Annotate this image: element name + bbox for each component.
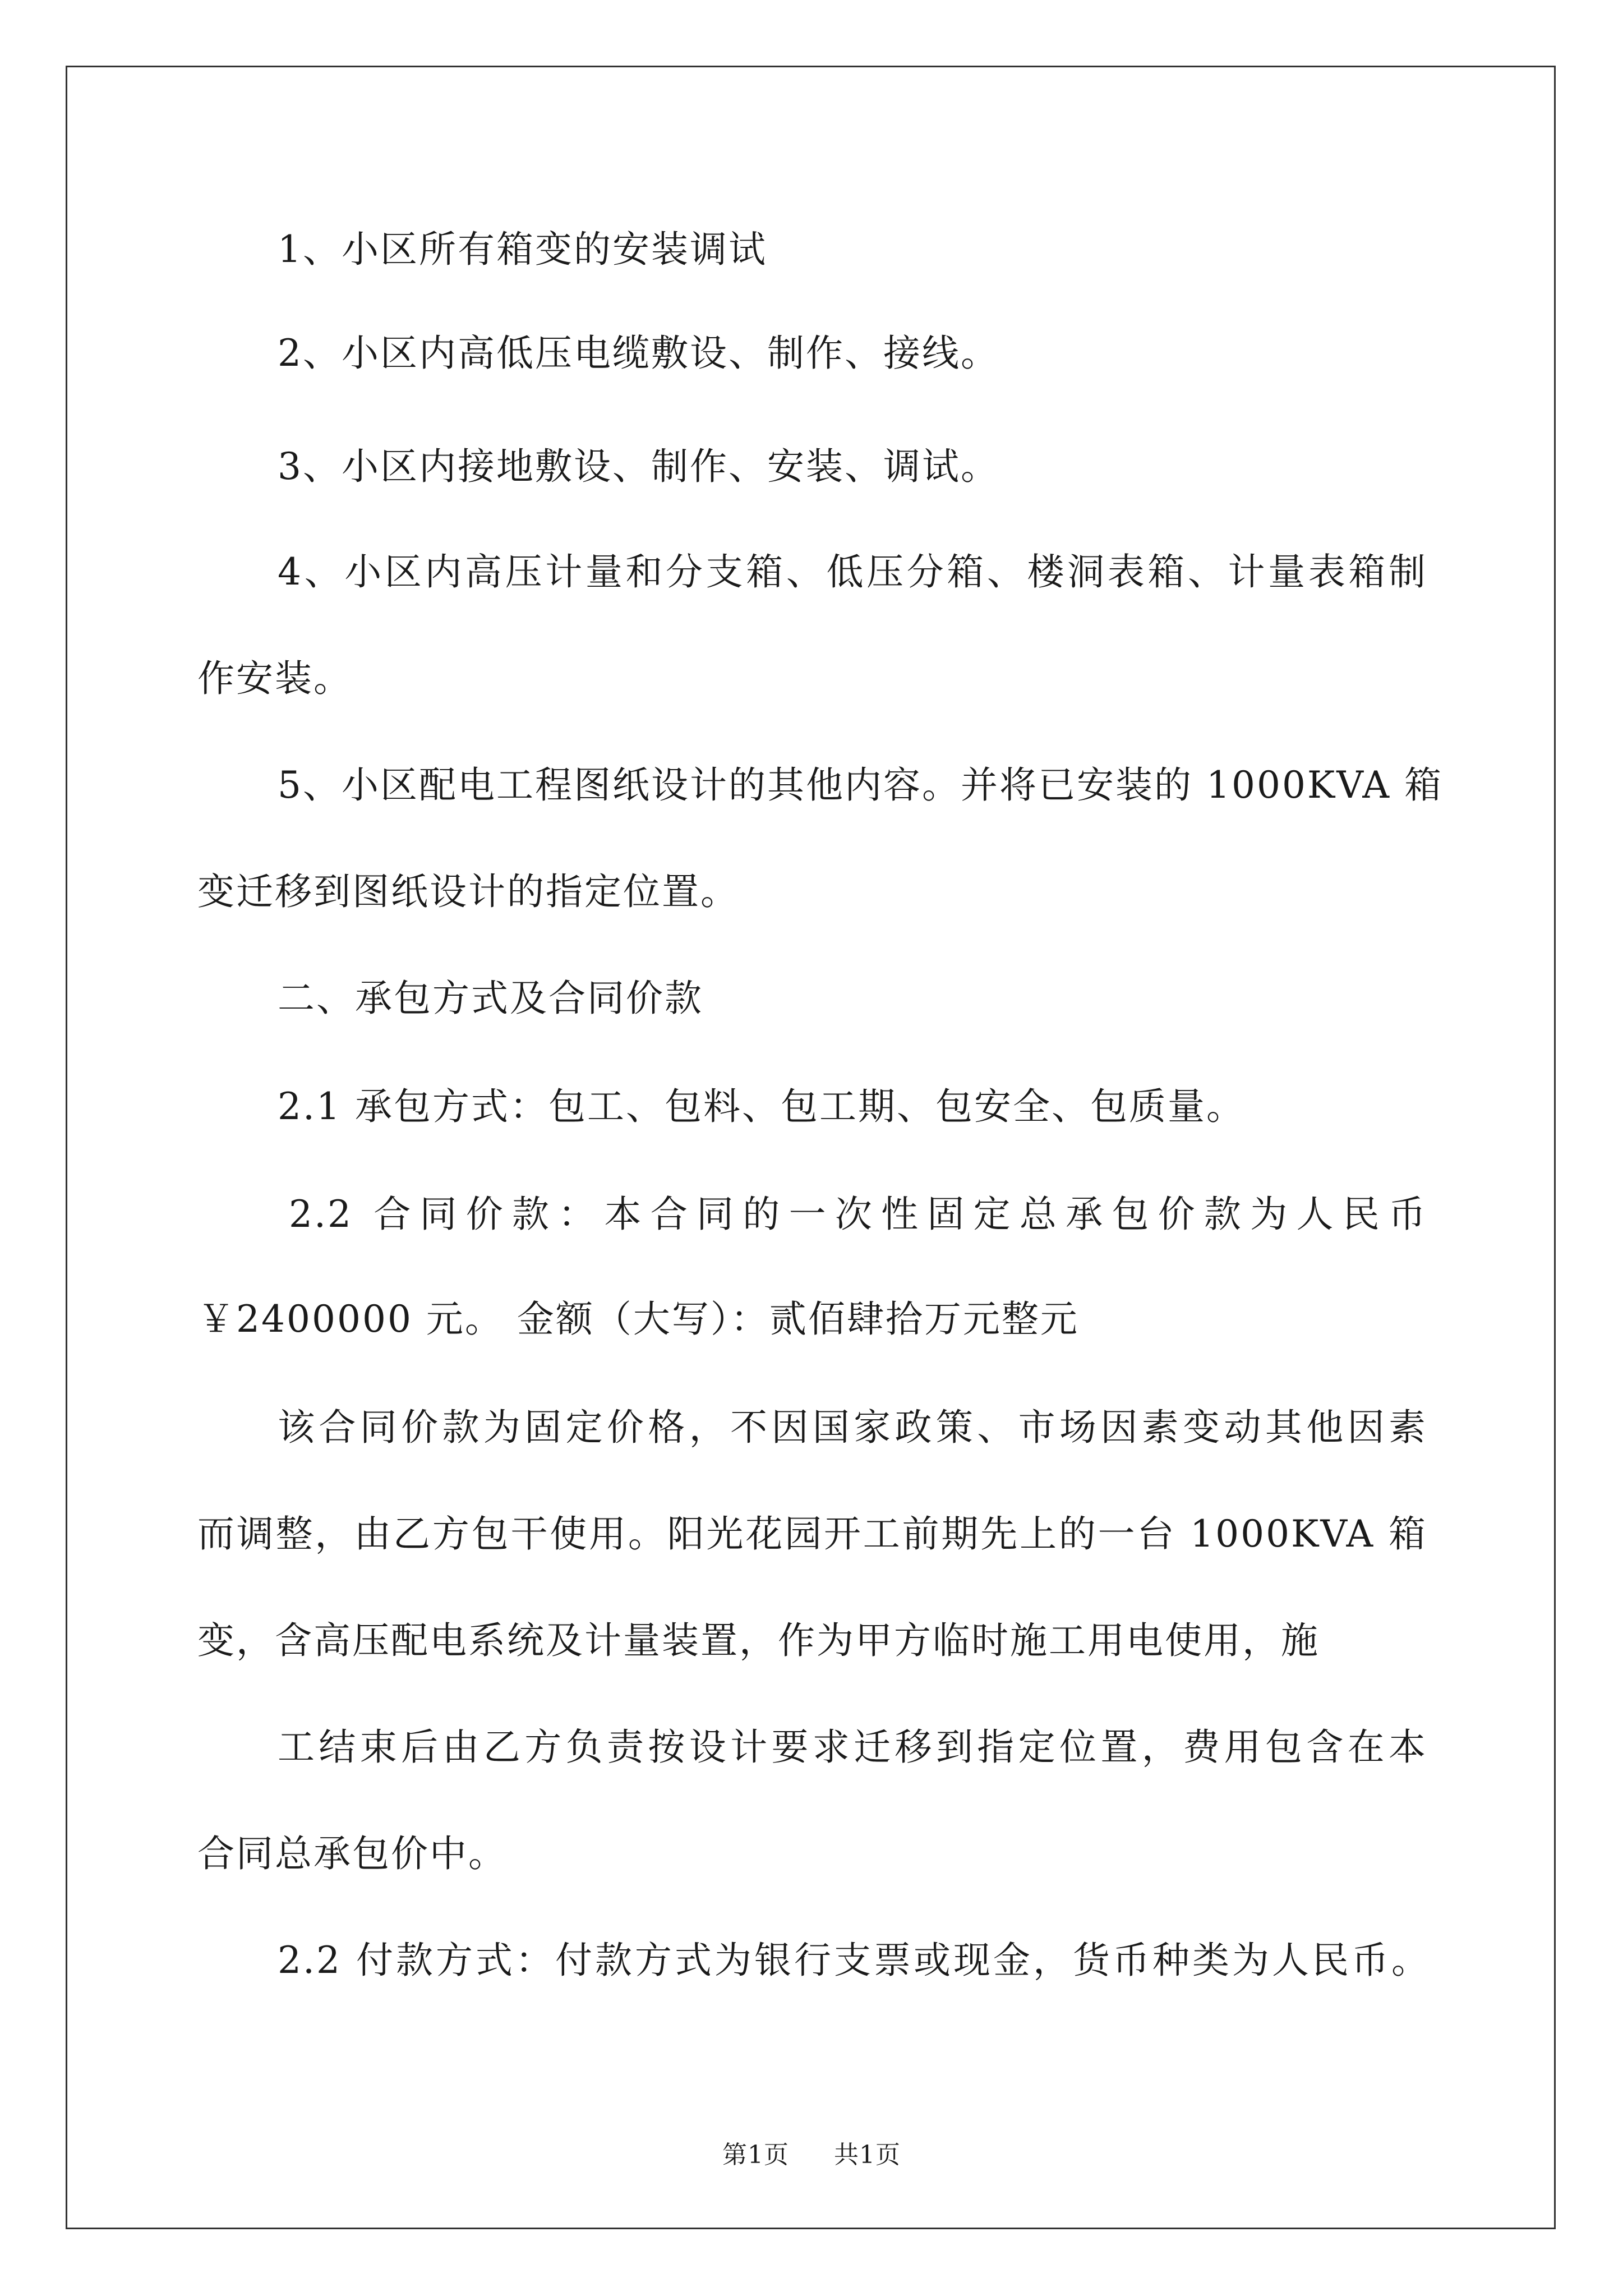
page-number: 第1页 bbox=[722, 2141, 789, 2169]
body-line: 2.2 付款方式：付款方式为银行支票或现金，货币种类为人民币。 bbox=[278, 1939, 1430, 1982]
section-heading: 二、承包方式及合同价款 bbox=[278, 977, 703, 1020]
body-line: 3、小区内接地敷设、制作、安装、调试。 bbox=[278, 445, 999, 488]
body-line: 4、小区内高压计量和分支箱、低压分箱、楼洞表箱、计量表箱制 bbox=[278, 550, 1427, 593]
body-line: 2、小区内高低压电缆敷设、制作、接线。 bbox=[278, 332, 999, 375]
body-line: 2.2 合同价款：本合同的一次性固定总承包价款为人民币 bbox=[289, 1193, 1427, 1236]
page-footer bbox=[0, 2134, 1623, 2170]
page-total: 共1页 bbox=[834, 2141, 901, 2169]
body-line: 2.1 承包方式：包工、包料、包工期、包安全、包质量。 bbox=[278, 1085, 1245, 1128]
body-line: 合同总承包价中。 bbox=[197, 1832, 507, 1875]
body-line: 作安装。 bbox=[197, 657, 352, 700]
body-line: 工结束后由乙方负责按设计要求迁移到指定位置，费用包含在本 bbox=[278, 1726, 1427, 1769]
body-line: 而调整，由乙方包干使用。阳光花园开工前期先上的一台 1000KVA 箱 bbox=[197, 1512, 1427, 1556]
body-line: ￥2400000 元。 金额（大写）：贰佰肆拾万元整元 bbox=[197, 1297, 1079, 1341]
body-line: 变，含高压配电系统及计量装置，作为甲方临时施工用电使用，施 bbox=[197, 1619, 1320, 1662]
body-line: 该合同价款为固定价格，不因国家政策、市场因素变动其他因素 bbox=[278, 1406, 1427, 1449]
body-line: 5、小区配电工程图纸设计的其他内容。并将已安装的 1000KVA 箱 bbox=[278, 763, 1444, 807]
body-line: 1、小区所有箱变的安装调试 bbox=[278, 228, 767, 271]
page-border bbox=[66, 66, 1556, 2229]
body-line: 变迁移到图纸设计的指定位置。 bbox=[197, 870, 739, 913]
